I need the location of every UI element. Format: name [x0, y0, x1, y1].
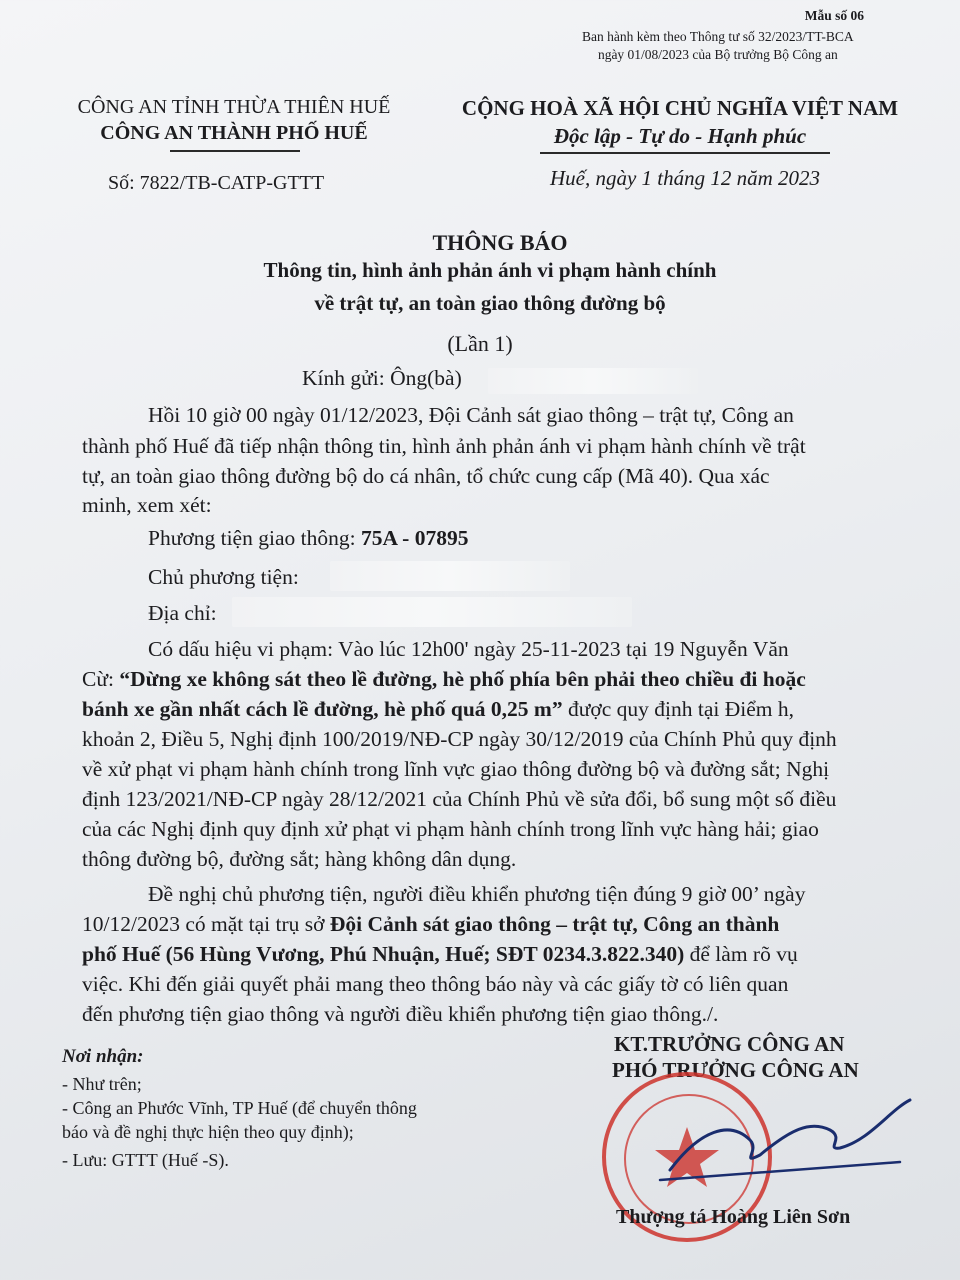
violation-line-4: khoản 2, Điều 5, Nghị định 100/2019/NĐ-CP ngày 30/12/2019 của Chính Phủ quy định — [82, 727, 837, 751]
request-line-2 — [82, 912, 779, 937]
request-date: 10/12/2023 có mặt tại trụ sở — [82, 912, 330, 936]
vehicle-label: Phương tiện giao thông: — [148, 526, 361, 550]
recipient-item-2a: - Công an Phước Vĩnh, TP Huế (để chuyển thông — [62, 1098, 417, 1118]
recipient-item-1: - Như trên; — [62, 1074, 142, 1094]
document-number: Số: 7822/TB-CATP-GTTT — [108, 172, 325, 194]
national-header — [440, 94, 920, 150]
legal-basis-start: được quy định tại Điểm h, — [562, 697, 795, 721]
issue-date: Huế, ngày 1 tháng 12 năm 2023 — [550, 166, 821, 190]
address-label: Địa chỉ: — [148, 601, 217, 625]
form-note-line1: Ban hành kèm theo Thông tư số 32/2023/TT-BCA — [582, 29, 854, 44]
license-plate: 75A - 07895 — [360, 526, 469, 550]
national-motto: Độc lập - Tự do - Hạnh phúc — [553, 124, 807, 148]
document-title: THÔNG BÁO — [432, 230, 568, 255]
violation-line-2 — [82, 667, 806, 692]
violation-description-2: bánh xe gần nhất cách lề đường, hè phố quá 0,25 m” — [82, 697, 563, 721]
request-purpose: để làm rõ vụ — [684, 942, 798, 966]
intro-line-2: thành phố Huế đã tiếp nhận thông tin, hình ảnh phản ánh vi phạm hành chính về trật — [82, 434, 806, 458]
issuing-agency-header — [38, 94, 430, 146]
violation-line-3 — [82, 697, 794, 722]
handwritten-signature — [640, 1090, 940, 1210]
form-issuance-note — [582, 28, 854, 64]
violation-location-end: Cừ: — [82, 667, 120, 691]
vehicle-line — [148, 526, 468, 551]
country-name: CỘNG HOÀ XÃ HỘI CHỦ NGHĨA VIỆT NAM — [461, 96, 899, 120]
redacted-address — [232, 597, 632, 627]
document-subtitle-1: Thông tin, hình ảnh phản ánh vi phạm hành chính — [263, 258, 717, 282]
owner-label: Chủ phương tiện: — [148, 565, 299, 589]
violation-line-1: Có dấu hiệu vi phạm: Vào lúc 12h00' ngày 25-11-2023 tại 19 Nguyễn Văn — [148, 637, 789, 661]
redacted-owner — [330, 561, 570, 591]
intro-line-4: minh, xem xét: — [82, 493, 212, 517]
form-number: Mẫu số 06 — [804, 8, 864, 23]
request-line-3 — [82, 942, 798, 967]
request-line-5: đến phương tiện giao thông và người điều khiển phương tiện giao thông./. — [82, 1002, 719, 1026]
signer-name: Thượng tá Hoàng Liên Sơn — [616, 1206, 851, 1228]
unit-underline — [170, 150, 300, 152]
redacted-recipient — [488, 368, 698, 394]
intro-line-1: Hồi 10 giờ 00 ngày 01/12/2023, Đội Cảnh sát giao thông – trật tự, Công an — [148, 403, 794, 427]
violation-line-5: về xử phạt vi phạm hành chính trong lĩnh vực giao thông đường bộ và đường sắt; Nghị — [82, 757, 830, 781]
office-address: phố Huế (56 Hùng Vương, Phú Nhuận, Huế; SĐT 0234.3.822.340) — [82, 942, 685, 966]
violation-description-1: “Dừng xe không sát theo lề đường, hè phố phía bên phải theo chiều đi hoặc — [119, 667, 806, 691]
signer-title-1: KT.TRƯỞNG CÔNG AN — [614, 1032, 845, 1056]
recipient-item-2b: báo và đề nghị thực hiện theo quy định); — [62, 1122, 354, 1142]
violation-line-6: định 123/2021/NĐ-CP ngày 28/12/2021 của Chính Phủ về sửa đổi, bổ sung một số điều — [82, 787, 837, 811]
unit-name: CÔNG AN THÀNH PHỐ HUẾ — [100, 122, 368, 144]
office-name: Đội Cảnh sát giao thông – trật tự, Công an thành — [329, 912, 780, 936]
request-line-4: việc. Khi đến giải quyết phải mang theo thông báo này và các giấy tờ có liên quan — [82, 972, 789, 996]
motto-underline — [540, 152, 830, 154]
recipient-line: Kính gửi: Ông(bà) — [302, 366, 462, 390]
violation-line-8: thông đường bộ, đường sắt; hàng không dân dụng. — [82, 847, 517, 871]
signer-title-2: PHÓ TRƯỞNG CÔNG AN — [612, 1058, 859, 1082]
violation-line-7: của các Nghị định quy định xử phạt vi phạm hành chính trong lĩnh vực hàng hải; giao — [82, 817, 819, 841]
notice-round: (Lần 1) — [447, 331, 513, 356]
document-subtitle-2: về trật tự, an toàn giao thông đường bộ — [314, 291, 666, 315]
recipients-title: Nơi nhận: — [62, 1046, 144, 1067]
recipient-item-3: - Lưu: GTTT (Huế -S). — [62, 1150, 229, 1170]
agency-name: CÔNG AN TỈNH THỪA THIÊN HUẾ — [77, 96, 391, 118]
request-line-1: Đề nghị chủ phương tiện, người điều khiển phương tiện đúng 9 giờ 00’ ngày — [148, 882, 806, 906]
form-note-line2: ngày 01/08/2023 của Bộ trưởng Bộ Công an — [597, 47, 838, 62]
intro-line-3: tự, an toàn giao thông đường bộ do cá nhân, tổ chức cung cấp (Mã 40). Qua xác — [82, 464, 770, 488]
